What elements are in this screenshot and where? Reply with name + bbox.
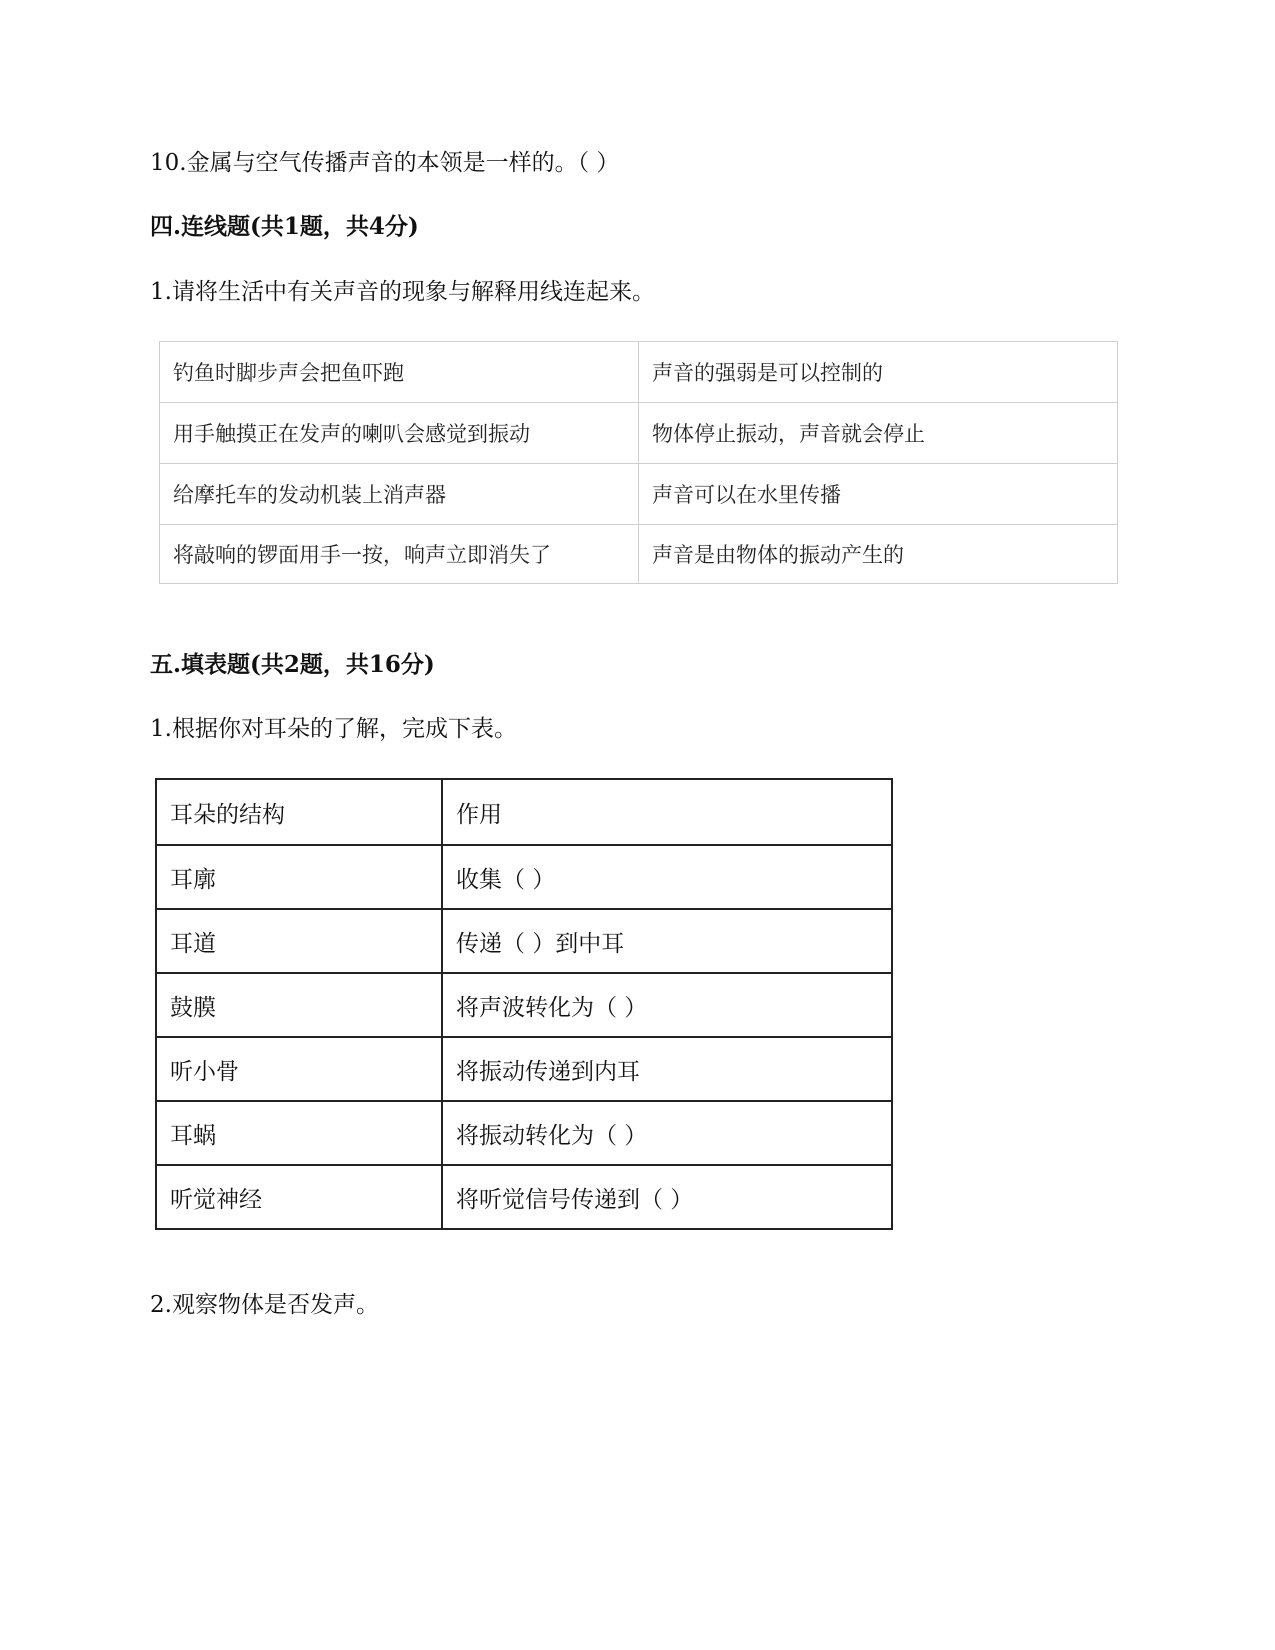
explanation-cell: 声音可以在水里传播	[639, 464, 1118, 525]
function-cell: 将声波转化为（ ）	[442, 973, 892, 1037]
header-structure: 耳朵的结构	[156, 779, 442, 845]
phenomenon-cell: 将敲响的锣面用手一按，响声立即消失了	[160, 525, 639, 584]
matching-table	[159, 341, 1118, 584]
structure-cell: 耳道	[156, 909, 442, 973]
question-10: 10.金属与空气传播声音的本领是一样的。（ ）	[150, 150, 620, 176]
table-row	[160, 525, 1118, 584]
section-4-question-1: 1.请将生活中有关声音的现象与解释用线连起来。	[150, 279, 655, 305]
phenomenon-cell: 钓鱼时脚步声会把鱼吓跑	[160, 342, 639, 403]
table-header-row	[156, 779, 892, 845]
table-row	[156, 973, 892, 1037]
function-cell: 将振动转化为（ ）	[442, 1101, 892, 1165]
section-5-heading: 五.填表题(共2题，共16分)	[150, 651, 435, 678]
structure-cell: 耳蜗	[156, 1101, 442, 1165]
table-row	[160, 403, 1118, 464]
table-row	[156, 1165, 892, 1229]
table-row	[156, 909, 892, 973]
table-row	[156, 845, 892, 909]
header-function: 作用	[442, 779, 892, 845]
function-cell: 收集（ ）	[442, 845, 892, 909]
function-cell: 将听觉信号传递到（ ）	[442, 1165, 892, 1229]
ear-structure-table	[155, 778, 893, 1230]
structure-cell: 耳廓	[156, 845, 442, 909]
function-cell: 将振动传递到内耳	[442, 1037, 892, 1101]
explanation-cell: 声音是由物体的振动产生的	[639, 525, 1118, 584]
table-row	[160, 342, 1118, 403]
explanation-cell: 物体停止振动，声音就会停止	[639, 403, 1118, 464]
section-5-question-1: 1.根据你对耳朵的了解，完成下表。	[150, 716, 517, 742]
section-5-question-2: 2.观察物体是否发声。	[150, 1292, 379, 1318]
explanation-cell: 声音的强弱是可以控制的	[639, 342, 1118, 403]
table-row	[156, 1101, 892, 1165]
function-cell: 传递（ ）到中耳	[442, 909, 892, 973]
phenomenon-cell: 给摩托车的发动机装上消声器	[160, 464, 639, 525]
structure-cell: 听小骨	[156, 1037, 442, 1101]
structure-cell: 听觉神经	[156, 1165, 442, 1229]
table-row	[156, 1037, 892, 1101]
table-row	[160, 464, 1118, 525]
section-4-heading: 四.连线题(共1题，共4分)	[150, 213, 419, 240]
phenomenon-cell: 用手触摸正在发声的喇叭会感觉到振动	[160, 403, 639, 464]
structure-cell: 鼓膜	[156, 973, 442, 1037]
